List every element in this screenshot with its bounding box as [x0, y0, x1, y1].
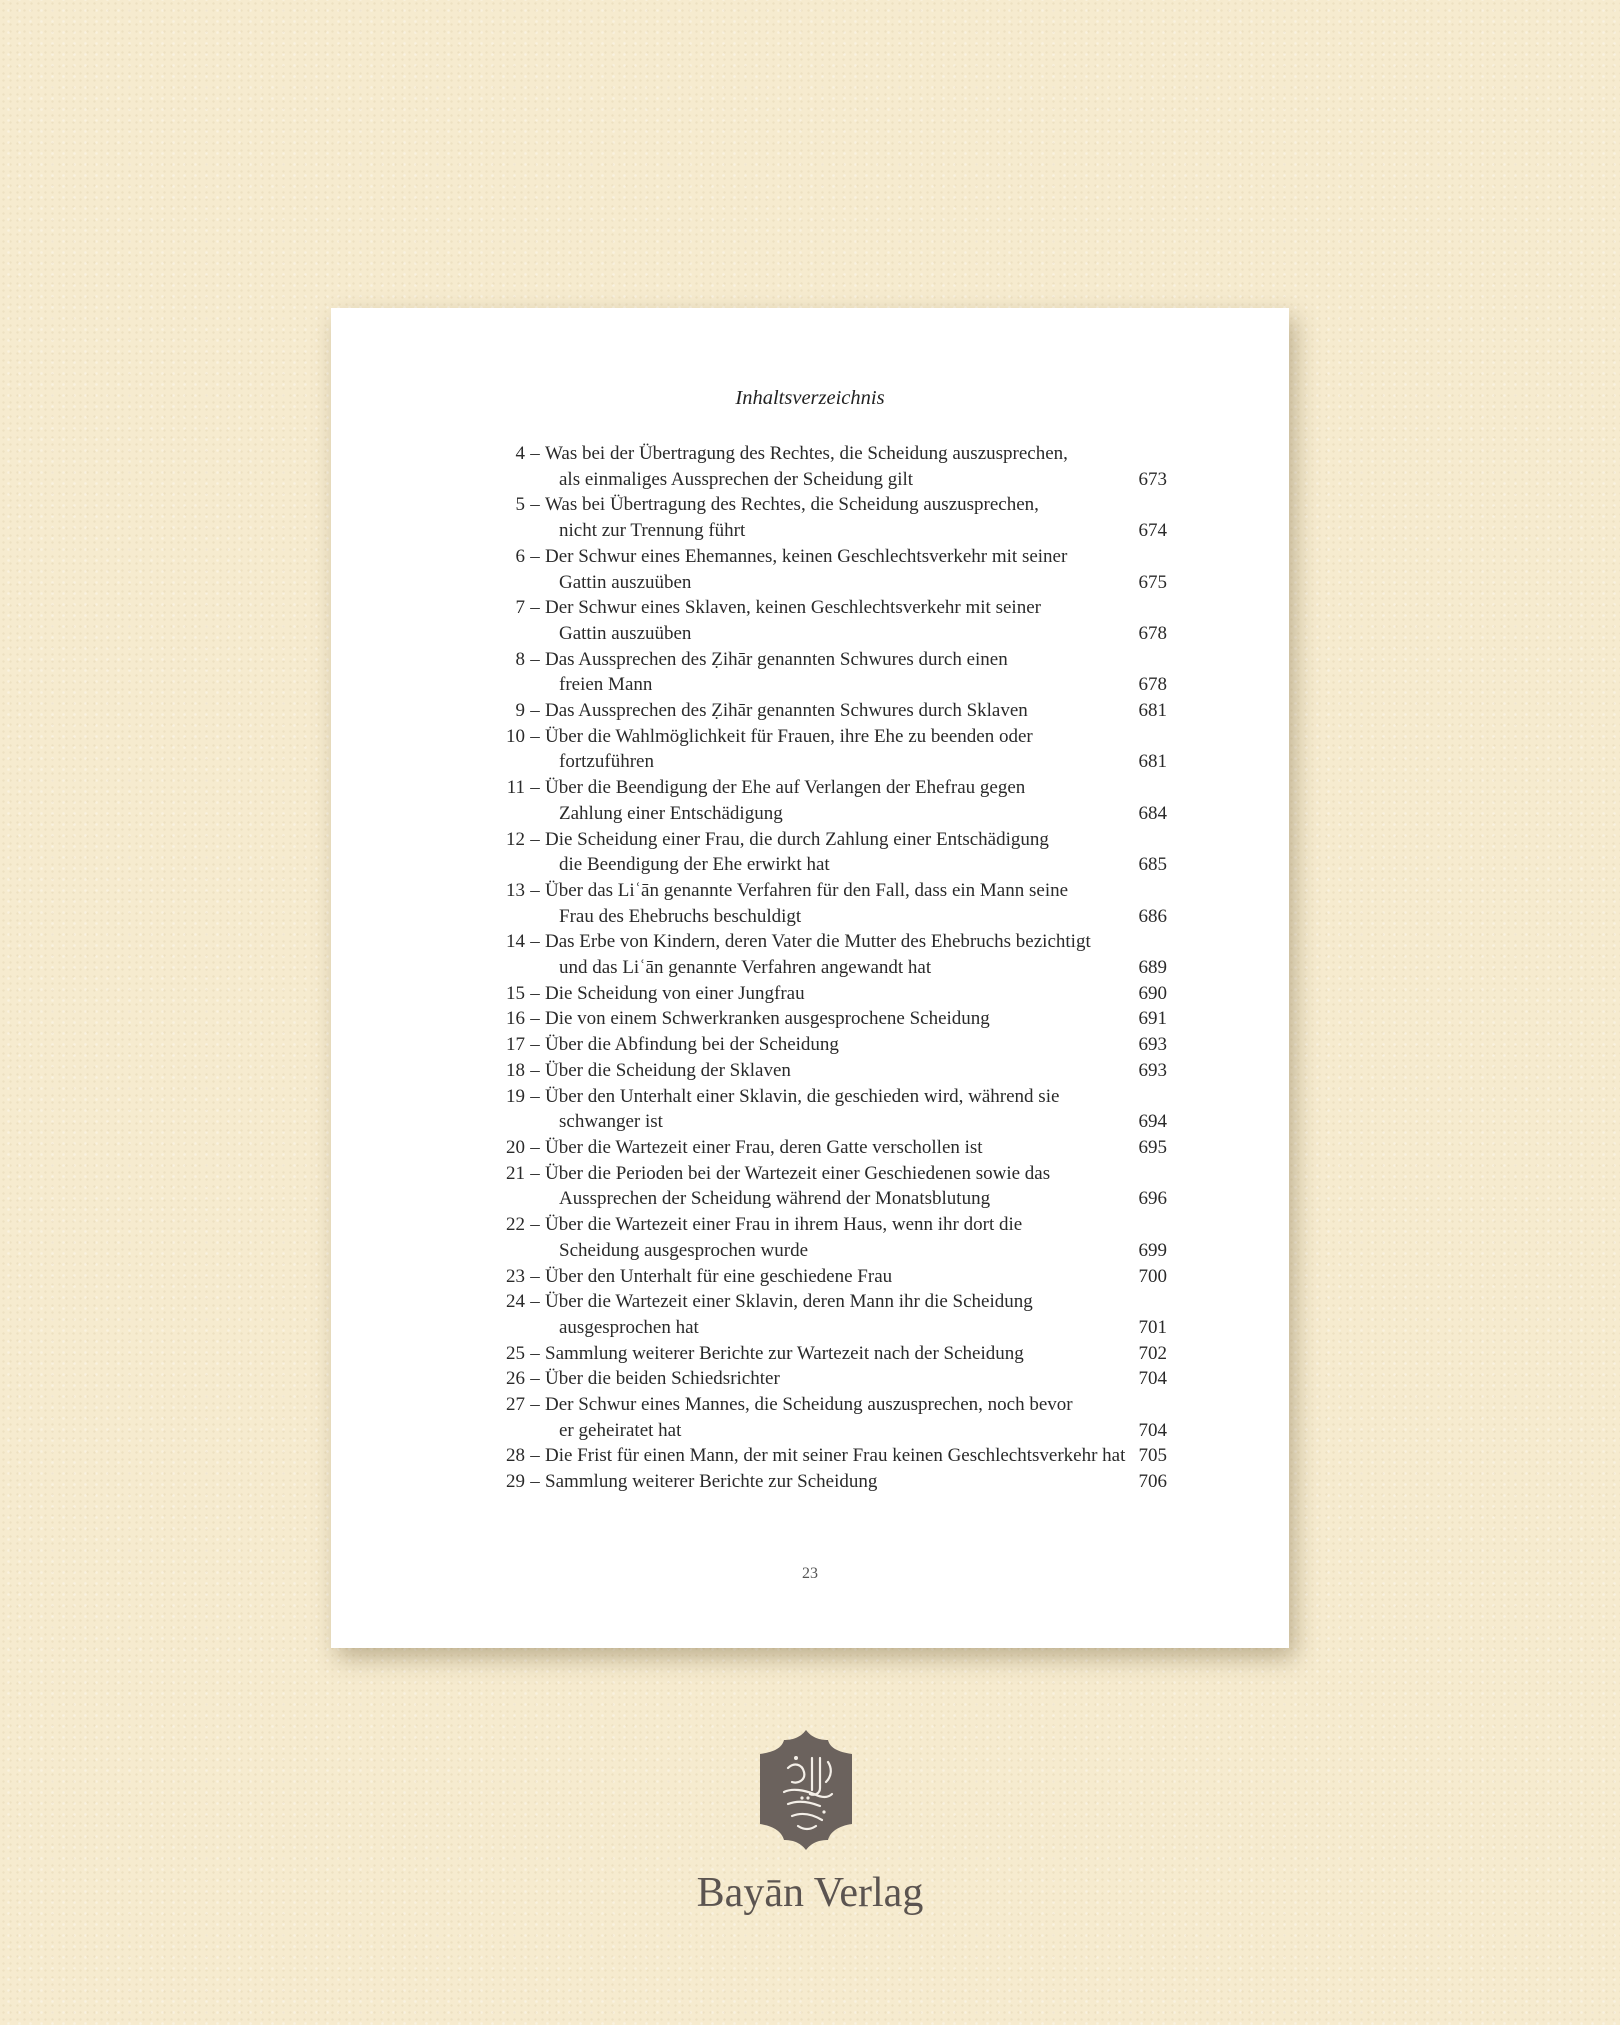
toc-entry-number: 11 — [506, 777, 525, 799]
toc-entry-dash: – — [530, 1471, 540, 1493]
toc-entry-title: Über die Wahlmöglichkeit für Frauen, ihre Ehe zu beenden oder — [545, 725, 1033, 747]
toc-entry-title-continued: Frau des Ehebruchs beschuldigt — [559, 905, 802, 927]
toc-entry-title: Die Scheidung von einer Jungfrau — [545, 982, 805, 1004]
toc-entry — [487, 1032, 1167, 1058]
toc-entry-title: Was bei Übertragung des Rechtes, die Scheidung auszusprechen, — [545, 494, 1039, 516]
toc-entry-title-continued: er geheiratet hat — [559, 1419, 682, 1441]
toc-entry-dash: – — [530, 1162, 540, 1184]
toc-entry-title: Über den Unterhalt einer Sklavin, die geschieden wird, während sie — [545, 1085, 1060, 1107]
publisher-name: Bayān Verlag — [696, 1870, 924, 1916]
toc-entry-title-continued: freien Mann — [559, 674, 653, 696]
toc-entry-title: Über die Wartezeit einer Sklavin, deren Mann ihr die Scheidung — [545, 1291, 1033, 1313]
toc-entry-number: 19 — [506, 1085, 525, 1107]
toc-entry-title-continued: nicht zur Trennung führt — [559, 520, 746, 542]
toc-entry-dash: – — [530, 1008, 540, 1030]
toc-entry-page: 693 — [1138, 1034, 1167, 1056]
toc-entry-dash: – — [530, 1445, 540, 1467]
toc-entry-number: 6 — [515, 545, 525, 567]
toc-entry-title: Über die Perioden bei der Wartezeit einer Geschiedenen sowie das — [545, 1162, 1051, 1184]
toc-entry-dash: – — [530, 982, 540, 1004]
toc-entry-dash: – — [530, 1368, 540, 1390]
toc-entry-title: Über die beiden Schiedsrichter — [545, 1368, 780, 1390]
toc-entry — [487, 929, 1167, 980]
toc-entry-dash: – — [530, 1291, 540, 1313]
toc-entry-page: 695 — [1138, 1136, 1167, 1158]
toc-entry-dash: – — [530, 1059, 540, 1081]
toc-entry — [487, 698, 1167, 724]
toc-entry-page: 681 — [1138, 751, 1167, 773]
toc-entry-number: 14 — [506, 931, 525, 953]
toc-entry-title: Das Aussprechen des Ẓihār genannten Schwures durch einen — [545, 648, 1008, 670]
toc-entry-title-continued: ausgesprochen hat — [559, 1316, 699, 1338]
toc-entry — [487, 1264, 1167, 1290]
toc-entry-number: 9 — [515, 700, 525, 722]
toc-entry-number: 8 — [515, 648, 525, 670]
toc-entry-title-continued: als einmaliges Aussprechen der Scheidung gilt — [559, 468, 914, 490]
toc-entry-number: 10 — [506, 725, 525, 747]
toc-entry — [487, 1443, 1167, 1469]
toc-entry-page: 686 — [1138, 905, 1167, 927]
toc-entry-number: 18 — [506, 1059, 525, 1081]
toc-entry-title: Der Schwur eines Mannes, die Scheidung auszusprechen, noch bevor — [545, 1394, 1073, 1416]
toc-entry-title-continued: schwanger ist — [559, 1111, 663, 1133]
toc-entry-page: 689 — [1138, 957, 1167, 979]
toc-entry — [487, 981, 1167, 1007]
toc-entry-dash: – — [530, 443, 540, 464]
toc-entry-dash: – — [530, 777, 540, 799]
toc-entry-title: Über die Abfindung bei der Scheidung — [545, 1034, 839, 1056]
toc-entry-dash: – — [530, 725, 540, 747]
toc-entry-number: 25 — [506, 1342, 525, 1364]
toc-entry-number: 12 — [506, 828, 525, 850]
toc-entry-number: 27 — [506, 1394, 525, 1416]
toc-entry-page: 704 — [1138, 1368, 1167, 1390]
toc-entry-title-continued: und das Liʿān genannte Verfahren angewandt hat — [559, 957, 932, 979]
toc-entry-page: 696 — [1138, 1188, 1167, 1210]
toc-entry — [487, 1341, 1167, 1367]
toc-entry-title-continued: Zahlung einer Entschädigung — [559, 802, 783, 824]
toc-entry-dash: – — [530, 648, 540, 670]
toc-entry-title: Über die Wartezeit einer Frau, deren Gatte verschollen ist — [545, 1136, 983, 1158]
toc-entry-number: 5 — [515, 494, 525, 516]
toc-entry-number: 29 — [506, 1471, 525, 1493]
calligraphy-seal-icon — [758, 1728, 854, 1852]
toc-entry-title: Über die Wartezeit einer Frau in ihrem Haus, wenn ihr dort die — [545, 1214, 1023, 1236]
toc-entry-number: 24 — [506, 1291, 525, 1313]
toc-entry — [487, 724, 1167, 775]
toc-entry-dash: – — [530, 1394, 540, 1416]
toc-title: Inhaltsverzeichnis — [735, 387, 885, 409]
toc-entry — [487, 1135, 1167, 1161]
toc-entry-title: Der Schwur eines Ehemannes, keinen Geschlechtsverkehr mit seiner — [545, 545, 1068, 567]
toc-entry-page: 701 — [1138, 1316, 1167, 1338]
toc-entry-title: Das Aussprechen des Ẓihār genannten Schwures durch Sklaven — [545, 700, 1028, 722]
toc-entry-number: 20 — [506, 1136, 525, 1158]
toc-entry-page: 702 — [1138, 1342, 1167, 1364]
toc-entry-title-continued: Gattin auszuüben — [559, 622, 692, 644]
toc-entry — [487, 544, 1167, 595]
toc-list — [487, 441, 1167, 1495]
toc-entry-title: Über die Beendigung der Ehe auf Verlangen der Ehefrau gegen — [545, 777, 1026, 799]
toc-entry-title: Die von einem Schwerkranken ausgesprochene Scheidung — [545, 1008, 990, 1030]
toc-entry — [487, 1289, 1167, 1340]
toc-entry — [487, 1469, 1167, 1495]
toc-entry-title: Der Schwur eines Sklaven, keinen Geschlechtsverkehr mit seiner — [545, 597, 1041, 619]
toc-entry-title: Sammlung weiterer Berichte zur Scheidung — [545, 1471, 878, 1493]
book-page — [331, 308, 1289, 1648]
toc-entry-dash: – — [530, 1214, 540, 1236]
toc-entry-page: 685 — [1138, 854, 1167, 876]
toc-entry-number: 16 — [506, 1008, 525, 1030]
toc-entry-number: 13 — [506, 879, 525, 901]
toc-entry — [487, 1161, 1167, 1212]
toc-entry-dash: – — [530, 545, 540, 567]
toc-entry-number: 4 — [515, 443, 525, 464]
toc-entry-dash: – — [530, 828, 540, 850]
toc-entry — [487, 1006, 1167, 1032]
toc-entry-page: 693 — [1138, 1059, 1167, 1081]
toc-entry-dash: – — [530, 879, 540, 901]
toc-entry-title-continued: fortzuführen — [559, 751, 654, 773]
toc-entry-title-continued: Aussprechen der Scheidung während der Monatsblutung — [559, 1188, 991, 1210]
toc-entry — [487, 595, 1167, 646]
toc-entry-title: Sammlung weiterer Berichte zur Wartezeit nach der Scheidung — [545, 1342, 1024, 1364]
toc-entry — [487, 878, 1167, 929]
toc-entry-page: 704 — [1138, 1419, 1167, 1441]
toc-entry-number: 15 — [506, 982, 525, 1004]
toc-entry-title: Was bei der Übertragung des Rechtes, die Scheidung auszusprechen, — [545, 443, 1068, 464]
toc-entry-number: 17 — [506, 1034, 525, 1056]
toc-entry — [487, 1366, 1167, 1392]
toc-entry-page: 700 — [1138, 1265, 1167, 1287]
toc-entry — [487, 827, 1167, 878]
toc-entry-title: Die Scheidung einer Frau, die durch Zahlung einer Entschädigung — [545, 828, 1049, 850]
toc-entry-number: 26 — [506, 1368, 525, 1390]
toc-entry-number: 22 — [506, 1214, 525, 1236]
toc-entry-page: 678 — [1138, 674, 1167, 696]
toc-entry-number: 23 — [506, 1265, 525, 1287]
toc-entry — [487, 492, 1167, 543]
toc-entry — [487, 647, 1167, 698]
toc-entry-dash: – — [530, 700, 540, 722]
page-number: 23 — [802, 1565, 818, 1582]
toc-entry-dash: – — [530, 1342, 540, 1364]
toc-entry-page: 690 — [1138, 982, 1167, 1004]
toc-entry-page: 681 — [1138, 700, 1167, 722]
toc-entry-page: 678 — [1138, 622, 1167, 644]
toc-entry-dash: – — [530, 1265, 540, 1287]
toc-entry-page: 673 — [1138, 468, 1167, 490]
toc-entry-number: 21 — [506, 1162, 525, 1184]
toc-entry-dash: – — [530, 597, 540, 619]
toc-entry-page: 706 — [1138, 1471, 1167, 1493]
toc-entry-number: 28 — [506, 1445, 525, 1467]
toc-entry-title: Das Erbe von Kindern, deren Vater die Mutter des Ehebruchs bezichtigt — [545, 931, 1091, 953]
toc-entry-title-continued: Scheidung ausgesprochen wurde — [559, 1239, 809, 1261]
toc-entry-dash: – — [530, 931, 540, 953]
toc-entry-title: Über die Scheidung der Sklaven — [545, 1059, 791, 1081]
toc-entry — [487, 775, 1167, 826]
toc-entry — [487, 1084, 1167, 1135]
toc-entry-title-continued: Gattin auszuüben — [559, 571, 692, 593]
toc-entry-title: Die Frist für einen Mann, der mit seiner Frau keinen Geschlechtsverkehr hat — [545, 1445, 1126, 1467]
toc-entry-page: 699 — [1138, 1239, 1167, 1261]
toc-entry-dash: – — [530, 1034, 540, 1056]
toc-entry-dash: – — [530, 1136, 540, 1158]
toc-entry-title: Über den Unterhalt für eine geschiedene Frau — [545, 1265, 893, 1287]
toc-entry — [487, 1212, 1167, 1263]
toc-entry — [487, 1058, 1167, 1084]
toc-entry-number: 7 — [515, 597, 525, 619]
toc-entry-title: Über das Liʿān genannte Verfahren für den Fall, dass ein Mann seine — [545, 879, 1069, 901]
toc-entry — [487, 1392, 1167, 1443]
toc-entry — [487, 441, 1167, 492]
toc-entry-title-continued: die Beendigung der Ehe erwirkt hat — [559, 854, 830, 876]
toc-entry-dash: – — [530, 1085, 540, 1107]
toc-entry-page: 705 — [1138, 1445, 1167, 1467]
toc-entry-page: 694 — [1138, 1111, 1167, 1133]
toc-entry-page: 675 — [1138, 571, 1167, 593]
toc-entry-dash: – — [530, 494, 540, 516]
toc-entry-page: 691 — [1138, 1008, 1167, 1030]
toc-entry-page: 684 — [1138, 802, 1167, 824]
toc-entry-page: 674 — [1138, 520, 1167, 542]
